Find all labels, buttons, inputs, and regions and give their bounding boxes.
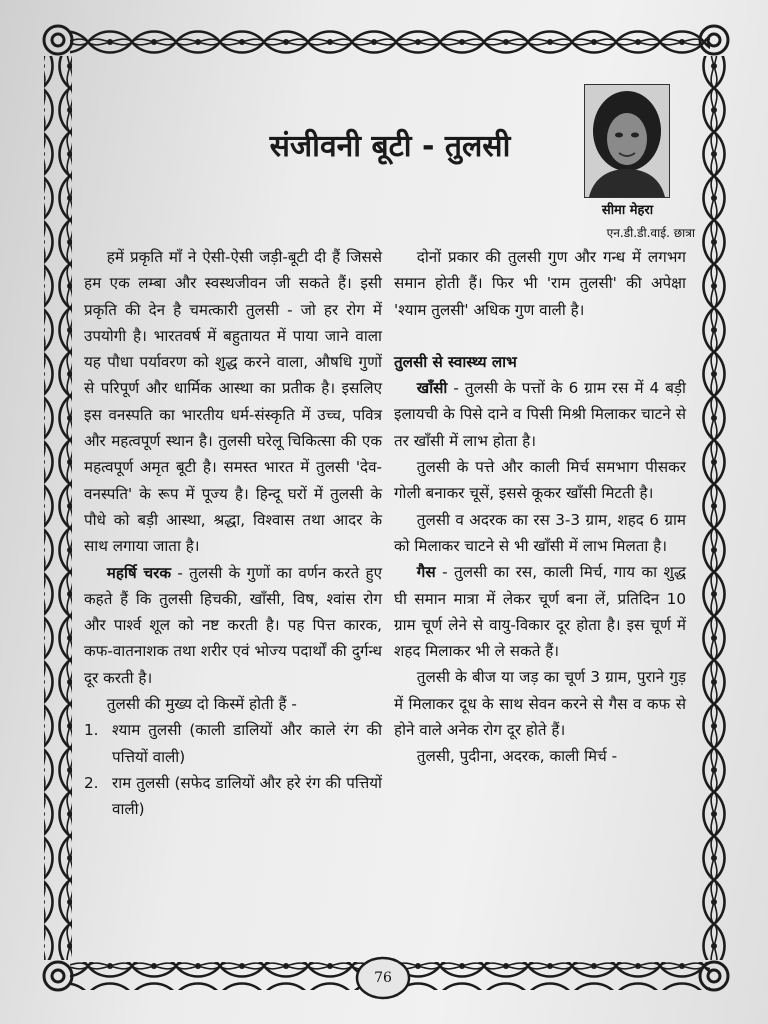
cough-text: - तुलसी के पत्तों के 6 ग्राम रस में 4 बड़ी इलायची के पिसे दाने व पिसी मिश्री मिलाकर चाटने से तर खाँसी में लाभ होता है। [394,379,686,450]
article-title: संजीवनी बूटी - तुलसी [269,129,511,164]
intro-paragraph: हमें प्रकृति माँ ने ऐसी-ऐसी जड़ी-बूटी दी हैं जिससे हम एक लम्बा और स्वस्थजीवन जी सकते हैं। इसी प्रकृति की देन है चमत्कारी तुलसी - जो हर रोग में उपयोगी है। भारतवर्ष में बहुतायत में पाया जाने वाला यह पौधा पर्यावरण को शुद्ध करने वाला, औषधि गुणों से परिपूर्ण और धार्मिक आस्था का प्रतीक है। इसलिए इस वनस्पति का भारतीय धर्म-संस्कृति में उच्च, पवित्र और महत्वपूर्ण स्थान है। तुलसी घरेलू चिकित्सा की एक महत्वपूर्ण अमृत बूटी है। समस्त भारत में तुलसी 'देव-वनस्पति' के रूप में पूज्य है। हिन्दू घरों में तुलसी के पौधे को बड़ी आस्था, श्रद्धा, विश्वास तथा आदर के साथ लगाया जाता है। [84,248,382,556]
list-text: श्याम तुलसी (काली डालियों और काले रंग की पत्तियों वाली) [112,721,382,766]
ginger-paragraph: तुलसी व अदरक का रस 3-3 ग्राम, शहद 6 ग्राम को मिलाकर चाटने से भी खाँसी में लाभ मिलता है। [394,510,686,555]
spacer [394,323,686,349]
author-photo [584,84,670,198]
left-column [84,244,382,823]
charak-text: - तुलसी के गुणों का वर्णन करते हुए कहते हैं कि तुलसी हिचकी, खाँसी, विष, श्वांस रोग और पार्श्व शूल को नष्ट करती है। पह पित्त कारक, कफ-वातनाशक तथा शरीर एवं भोज्य पदार्थों की दुर्गन्ध दूर करती है। [84,563,382,687]
seed-paragraph: तुलसी के बीज या जड़ का चूर्ण 3 ग्राम, पुराने गुड़ में मिलाकर दूध के साथ सेवन करने से गैस व कफ से होने वाले अनेक रोग दूर होते हैं। [394,668,686,740]
tulsi-types-list [84,717,382,822]
list-number: 1. [84,721,99,740]
page-number: 76 [374,970,392,986]
mint-paragraph: तुलसी, पुदीना, अदरक, काली मिर्च - [416,747,618,766]
author-name: सीमा मेहरा [601,203,654,218]
charak-term: महर्षि चरक [106,563,171,582]
author-block [560,200,695,241]
pepper-paragraph: तुलसी के पत्ते और काली मिर्च समभाग पीसकर गोली बनाकर चूसें, इससे कूकर खाँसी मिटती है। [394,458,686,503]
list-item [84,717,382,770]
gas-term: गैस [416,563,436,582]
section-heading: तुलसी से स्वास्थ्य लाभ [394,352,517,371]
list-item [84,770,382,823]
right-column [394,244,686,770]
charak-paragraph [84,560,382,691]
list-number: 2. [84,773,99,792]
author-role: एन.डी.डी.वाई. छात्रा [606,226,695,240]
list-text: राम तुलसी (सफेद डालियों और हरे रंग की पत्तियों वाली) [112,773,382,819]
comparison-paragraph: दोनों प्रकार की तुलसी गुण और गन्ध में लगभग समान होती हैं। फिर भी 'राम तुलसी' की अपेक्षा 'श्याम तुलसी' अधिक गुण वाली है। [394,248,686,319]
gas-text: - तुलसी का रस, काली मिर्च, गाय का शुद्ध घी समान मात्रा में लेकर चूर्ण बना लें, प्रतिदिन 10 ग्राम चूर्ण लेने से वायु-विकार दूर होता है। इस चूर्ण में शहद मिलाकर भी ले सकते हैं। [394,563,686,661]
types-intro: तुलसी की मुख्य दो किस्में होती हैं - [106,695,297,714]
cough-paragraph [394,375,686,454]
gas-paragraph [394,559,686,664]
cough-term: खाँसी [416,379,448,398]
